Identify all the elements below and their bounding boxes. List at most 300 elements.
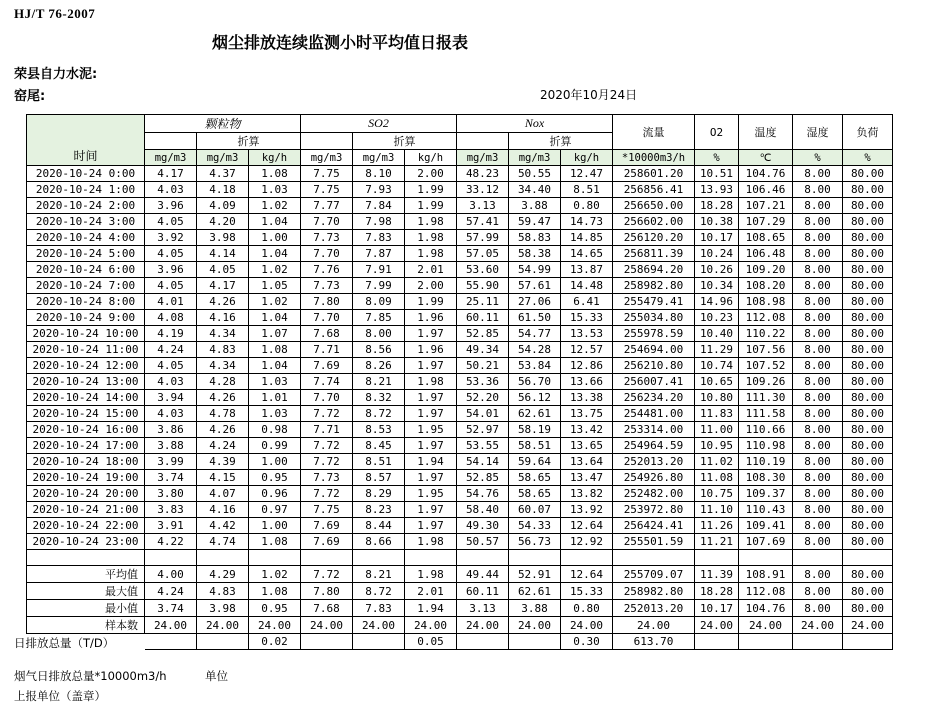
cell-value: 110.98: [739, 438, 793, 454]
cell-time: 2020-10-24 9:00: [27, 310, 145, 326]
cell-value: 1.03: [249, 406, 301, 422]
cell-value: 80.00: [843, 422, 893, 438]
cell-value: 4.22: [145, 534, 197, 550]
cell-value: 61.50: [509, 310, 561, 326]
cell-time: 2020-10-24 18:00: [27, 454, 145, 470]
cell-value: 25.11: [457, 294, 509, 310]
cell-value: 1.98: [405, 246, 457, 262]
header-nox-raw-blank: [457, 133, 509, 150]
daily-total-label: 日排放总量（T/D）: [14, 635, 115, 650]
cell-value: 62.61: [509, 583, 561, 600]
cell-value: 8.00: [793, 198, 843, 214]
cell-value: 48.23: [457, 166, 509, 182]
header-group-flow: 流量: [613, 115, 695, 150]
cell-value: 18.28: [695, 198, 739, 214]
cell-value: 53.55: [457, 438, 509, 454]
cell-value: 106.48: [739, 246, 793, 262]
cell-value: 4.42: [197, 518, 249, 534]
cell-value: 24.00: [509, 617, 561, 634]
cell-value: 4.74: [197, 534, 249, 550]
cell-value: 7.72: [301, 438, 353, 454]
cell-value: 12.86: [561, 358, 613, 374]
cell-value: 58.19: [509, 422, 561, 438]
cell-value: 8.00: [793, 390, 843, 406]
cell-value: 108.98: [739, 294, 793, 310]
cell-value: [457, 634, 509, 650]
header-unit-nox-conv: mg/m3: [509, 150, 561, 166]
cell-value: 24.00: [145, 617, 197, 634]
cell-value: 7.69: [301, 358, 353, 374]
header-group-load: 负荷: [843, 115, 893, 150]
cell-value: 3.96: [145, 198, 197, 214]
cell-value: 58.65: [509, 486, 561, 502]
header-pm-converted: 折算: [197, 133, 301, 150]
cell-time: 2020-10-24 6:00: [27, 262, 145, 278]
cell-value: 53.84: [509, 358, 561, 374]
cell-value: 80.00: [843, 374, 893, 390]
cell-value: 13.93: [695, 182, 739, 198]
cell-value: 8.00: [793, 470, 843, 486]
cell-value: 256856.41: [613, 182, 695, 198]
cell-value: 109.37: [739, 486, 793, 502]
cell-value: 57.99: [457, 230, 509, 246]
cell-value: 2.01: [405, 583, 457, 600]
table-row-spacer: [27, 550, 893, 566]
cell-value: 7.91: [353, 262, 405, 278]
cell-value: 0.02: [249, 634, 301, 650]
cell-time: 2020-10-24 12:00: [27, 358, 145, 374]
cell-value: 254926.80: [613, 470, 695, 486]
cell-value: 8.00: [793, 454, 843, 470]
cell-value: 108.91: [739, 566, 793, 583]
cell-value: 4.07: [197, 486, 249, 502]
cell-value: [843, 550, 893, 566]
cell-value: 11.29: [695, 342, 739, 358]
cell-value: 80.00: [843, 600, 893, 617]
cell-value: 58.83: [509, 230, 561, 246]
table-row-data: [27, 326, 893, 342]
company-name: 荣县自力水泥:: [14, 67, 98, 82]
cell-value: 109.41: [739, 518, 793, 534]
cell-value: 111.58: [739, 406, 793, 422]
footer-unit: 单位: [205, 669, 228, 683]
cell-value: 1.98: [405, 230, 457, 246]
header-time: 时间: [27, 115, 145, 166]
cell-value: 53.36: [457, 374, 509, 390]
cell-value: [145, 550, 197, 566]
cell-value: 13.82: [561, 486, 613, 502]
cell-value: 4.29: [197, 566, 249, 583]
cell-value: 7.75: [301, 166, 353, 182]
cell-value: [613, 550, 695, 566]
cell-value: 24.00: [843, 617, 893, 634]
cell-value: 8.00: [793, 294, 843, 310]
table-row-data: [27, 518, 893, 534]
cell-value: 7.80: [301, 583, 353, 600]
cell-value: 11.10: [695, 502, 739, 518]
cell-value: 12.57: [561, 342, 613, 358]
cell-value: 3.86: [145, 422, 197, 438]
cell-value: 8.00: [793, 246, 843, 262]
cell-value: 54.76: [457, 486, 509, 502]
cell-value: 1.08: [249, 583, 301, 600]
cell-value: 255709.07: [613, 566, 695, 583]
cell-value: 3.88: [509, 600, 561, 617]
cell-value: [301, 634, 353, 650]
cell-value: 56.12: [509, 390, 561, 406]
cell-value: 7.71: [301, 422, 353, 438]
cell-value: 1.02: [249, 262, 301, 278]
cell-value: 1.01: [249, 390, 301, 406]
cell-value: 11.02: [695, 454, 739, 470]
cell-value: 1.04: [249, 310, 301, 326]
cell-value: 254964.59: [613, 438, 695, 454]
cell-value: 7.73: [301, 230, 353, 246]
cell-value: 7.87: [353, 246, 405, 262]
cell-value: 256650.00: [613, 198, 695, 214]
table-row-data: [27, 470, 893, 486]
cell-value: 108.65: [739, 230, 793, 246]
cell-value: 59.64: [509, 454, 561, 470]
cell-value: 4.16: [197, 310, 249, 326]
cell-time: 2020-10-24 19:00: [27, 470, 145, 486]
header-pm-raw-blank: [145, 133, 197, 150]
table-row-data: [27, 198, 893, 214]
cell-value: 10.51: [695, 166, 739, 182]
cell-value: [561, 550, 613, 566]
table-row-summary: [27, 600, 893, 617]
cell-time: 2020-10-24 2:00: [27, 198, 145, 214]
cell-value: 8.44: [353, 518, 405, 534]
header-unit-nox-mg: mg/m3: [457, 150, 509, 166]
cell-time: 2020-10-24 4:00: [27, 230, 145, 246]
cell-value: 1.97: [405, 326, 457, 342]
cell-value: 3.13: [457, 198, 509, 214]
cell-value: 50.55: [509, 166, 561, 182]
cell-value: 1.97: [405, 390, 457, 406]
cell-value: 1.02: [249, 566, 301, 583]
cell-value: 10.17: [695, 230, 739, 246]
cell-value: 1.94: [405, 454, 457, 470]
cell-value: 253314.00: [613, 422, 695, 438]
cell-value: 7.75: [301, 502, 353, 518]
cell-value: 10.74: [695, 358, 739, 374]
cell-value: 1.96: [405, 310, 457, 326]
cell-value: 8.00: [793, 214, 843, 230]
cell-value: 7.70: [301, 214, 353, 230]
cell-value: 8.00: [353, 326, 405, 342]
cell-value: 110.19: [739, 454, 793, 470]
cell-value: 14.65: [561, 246, 613, 262]
cell-time: 2020-10-24 15:00: [27, 406, 145, 422]
cell-value: 24.00: [613, 617, 695, 634]
cell-time: 2020-10-24 21:00: [27, 502, 145, 518]
cell-value: 57.61: [509, 278, 561, 294]
cell-value: 1.97: [405, 438, 457, 454]
cell-value: 80.00: [843, 534, 893, 550]
cell-value: 4.03: [145, 406, 197, 422]
cell-value: 1.99: [405, 294, 457, 310]
header-nox-converted: 折算: [509, 133, 613, 150]
cell-value: 80.00: [843, 182, 893, 198]
cell-value: 4.15: [197, 470, 249, 486]
header-unit-pm-mg: mg/m3: [145, 150, 197, 166]
table-row-data: [27, 534, 893, 550]
cell-value: 50.57: [457, 534, 509, 550]
cell-value: 4.34: [197, 326, 249, 342]
cell-value: 24.00: [301, 617, 353, 634]
cell-value: 104.76: [739, 166, 793, 182]
cell-value: 80.00: [843, 294, 893, 310]
cell-value: 8.00: [793, 358, 843, 374]
cell-value: 4.26: [197, 294, 249, 310]
cell-value: 1.98: [405, 214, 457, 230]
cell-summary-label: 最小值: [27, 600, 145, 617]
cell-value: 24.00: [249, 617, 301, 634]
cell-value: 13.42: [561, 422, 613, 438]
cell-value: 109.20: [739, 262, 793, 278]
cell-value: 80.00: [843, 583, 893, 600]
header-unit-so2-kgh: kg/h: [405, 150, 457, 166]
cell-value: 8.56: [353, 342, 405, 358]
cell-value: 110.22: [739, 326, 793, 342]
cell-value: 3.98: [197, 230, 249, 246]
cell-value: 54.77: [509, 326, 561, 342]
header-unit-o2: %: [695, 150, 739, 166]
cell-value: 14.96: [695, 294, 739, 310]
cell-value: 55.90: [457, 278, 509, 294]
cell-value: 7.93: [353, 182, 405, 198]
cell-value: 8.72: [353, 583, 405, 600]
cell-value: [197, 634, 249, 650]
table-row-data: [27, 390, 893, 406]
cell-value: [301, 550, 353, 566]
cell-value: 4.17: [197, 278, 249, 294]
cell-value: 7.72: [301, 486, 353, 502]
cell-value: 8.00: [793, 486, 843, 502]
cell-value: 80.00: [843, 358, 893, 374]
cell-value: 13.47: [561, 470, 613, 486]
cell-value: 4.05: [145, 278, 197, 294]
cell-value: 256602.00: [613, 214, 695, 230]
cell-value: 13.92: [561, 502, 613, 518]
cell-value: 255034.80: [613, 310, 695, 326]
cell-value: 1.95: [405, 486, 457, 502]
cell-value: 80.00: [843, 390, 893, 406]
cell-value: 258694.20: [613, 262, 695, 278]
cell-value: 8.00: [793, 182, 843, 198]
standard-code: HJ/T 76-2007: [14, 6, 96, 21]
cell-value: 8.09: [353, 294, 405, 310]
cell-value: 4.03: [145, 374, 197, 390]
cell-value: 13.64: [561, 454, 613, 470]
cell-value: 80.00: [843, 502, 893, 518]
cell-value: [793, 634, 843, 650]
cell-value: 1.04: [249, 358, 301, 374]
cell-time: 2020-10-24 23:00: [27, 534, 145, 550]
cell-value: 54.28: [509, 342, 561, 358]
cell-value: 58.38: [509, 246, 561, 262]
cell-value: 107.56: [739, 342, 793, 358]
header-unit-flow: *10000m3/h: [613, 150, 695, 166]
cell-value: 4.20: [197, 214, 249, 230]
cell-value: 1.00: [249, 454, 301, 470]
cell-value: 7.74: [301, 374, 353, 390]
cell-value: 4.16: [197, 502, 249, 518]
cell-value: 1.05: [249, 278, 301, 294]
table-row-summary: [27, 617, 893, 634]
cell-value: 4.83: [197, 583, 249, 600]
cell-value: 1.08: [249, 166, 301, 182]
cell-value: 80.00: [843, 166, 893, 182]
cell-value: 8.45: [353, 438, 405, 454]
cell-value: 7.83: [353, 600, 405, 617]
cell-value: 52.85: [457, 470, 509, 486]
cell-value: 8.00: [793, 342, 843, 358]
cell-value: 110.66: [739, 422, 793, 438]
cell-value: 1.97: [405, 406, 457, 422]
cell-value: 252013.20: [613, 454, 695, 470]
cell-value: [843, 634, 893, 650]
header-group-o2: O2: [695, 115, 739, 150]
cell-value: 7.76: [301, 262, 353, 278]
cell-value: 80.00: [843, 518, 893, 534]
cell-value: 6.41: [561, 294, 613, 310]
cell-value: 255479.41: [613, 294, 695, 310]
cell-time: 2020-10-24 3:00: [27, 214, 145, 230]
cell-value: 1.08: [249, 342, 301, 358]
cell-value: 80.00: [843, 438, 893, 454]
cell-value: 11.26: [695, 518, 739, 534]
cell-value: 1.07: [249, 326, 301, 342]
header-group-nox: Nox: [457, 115, 613, 133]
cell-value: 56.70: [509, 374, 561, 390]
report-table: [26, 114, 893, 650]
cell-value: 80.00: [843, 454, 893, 470]
cell-value: 4.09: [197, 198, 249, 214]
cell-value: 1.04: [249, 214, 301, 230]
cell-value: 80.00: [843, 230, 893, 246]
cell-value: 7.72: [301, 566, 353, 583]
cell-value: [509, 550, 561, 566]
cell-value: 4.08: [145, 310, 197, 326]
cell-value: 10.17: [695, 600, 739, 617]
cell-value: 8.00: [793, 438, 843, 454]
cell-value: 3.88: [509, 198, 561, 214]
cell-value: 4.05: [145, 214, 197, 230]
cell-value: 4.26: [197, 390, 249, 406]
cell-value: 24.00: [405, 617, 457, 634]
cell-value: 7.73: [301, 470, 353, 486]
cell-value: 58.40: [457, 502, 509, 518]
cell-value: 10.40: [695, 326, 739, 342]
cell-value: 24.00: [353, 617, 405, 634]
cell-value: 80.00: [843, 326, 893, 342]
cell-value: 0.99: [249, 438, 301, 454]
cell-value: 8.51: [561, 182, 613, 198]
cell-value: 7.84: [353, 198, 405, 214]
table-row-data: [27, 374, 893, 390]
cell-value: 54.99: [509, 262, 561, 278]
cell-value: 14.73: [561, 214, 613, 230]
cell-value: 11.21: [695, 534, 739, 550]
cell-value: 10.24: [695, 246, 739, 262]
cell-value: 3.13: [457, 600, 509, 617]
table-row-data: [27, 342, 893, 358]
header-group-so2: SO2: [301, 115, 457, 133]
cell-value: 8.32: [353, 390, 405, 406]
cell-value: 4.19: [145, 326, 197, 342]
cell-value: 80.00: [843, 262, 893, 278]
cell-value: 1.03: [249, 182, 301, 198]
cell-value: 7.70: [301, 310, 353, 326]
cell-value: 3.80: [145, 486, 197, 502]
cell-value: 10.80: [695, 390, 739, 406]
cell-value: 8.21: [353, 374, 405, 390]
cell-value: 49.30: [457, 518, 509, 534]
cell-value: 4.05: [145, 246, 197, 262]
table-row-data: [27, 278, 893, 294]
cell-value: 1.02: [249, 294, 301, 310]
cell-value: 60.11: [457, 310, 509, 326]
cell-value: 106.46: [739, 182, 793, 198]
cell-value: 10.23: [695, 310, 739, 326]
cell-value: 255501.59: [613, 534, 695, 550]
cell-value: [405, 550, 457, 566]
header-unit-pm-kgh: kg/h: [249, 150, 301, 166]
cell-value: 10.75: [695, 486, 739, 502]
cell-value: 107.29: [739, 214, 793, 230]
footer-reporting-unit: 上报单位（盖章）: [14, 689, 106, 703]
cell-value: 0.97: [249, 502, 301, 518]
cell-value: 4.05: [145, 358, 197, 374]
cell-value: 613.70: [613, 634, 695, 650]
cell-value: 4.03: [145, 182, 197, 198]
cell-value: 1.03: [249, 374, 301, 390]
cell-value: 3.92: [145, 230, 197, 246]
cell-value: 80.00: [843, 214, 893, 230]
cell-value: 4.01: [145, 294, 197, 310]
cell-value: 111.30: [739, 390, 793, 406]
cell-value: 112.08: [739, 310, 793, 326]
header-unit-temp: ℃: [739, 150, 793, 166]
cell-value: 7.70: [301, 246, 353, 262]
cell-value: 13.87: [561, 262, 613, 278]
cell-value: 7.71: [301, 342, 353, 358]
cell-value: [695, 550, 739, 566]
cell-value: 8.00: [793, 422, 843, 438]
cell-value: 80.00: [843, 246, 893, 262]
cell-value: 10.65: [695, 374, 739, 390]
cell-value: 1.97: [405, 518, 457, 534]
cell-value: 80.00: [843, 470, 893, 486]
table-row-data: [27, 406, 893, 422]
cell-value: 10.38: [695, 214, 739, 230]
cell-value: 3.99: [145, 454, 197, 470]
cell-value: 10.95: [695, 438, 739, 454]
cell-value: 1.95: [405, 422, 457, 438]
table-row-data: [27, 502, 893, 518]
cell-value: [793, 550, 843, 566]
cell-value: [457, 550, 509, 566]
table-row-summary: [27, 566, 893, 583]
cell-value: 254694.00: [613, 342, 695, 358]
cell-value: 33.12: [457, 182, 509, 198]
cell-value: 4.17: [145, 166, 197, 182]
cell-value: 8.00: [793, 406, 843, 422]
header-so2-converted: 折算: [353, 133, 457, 150]
cell-value: 7.83: [353, 230, 405, 246]
